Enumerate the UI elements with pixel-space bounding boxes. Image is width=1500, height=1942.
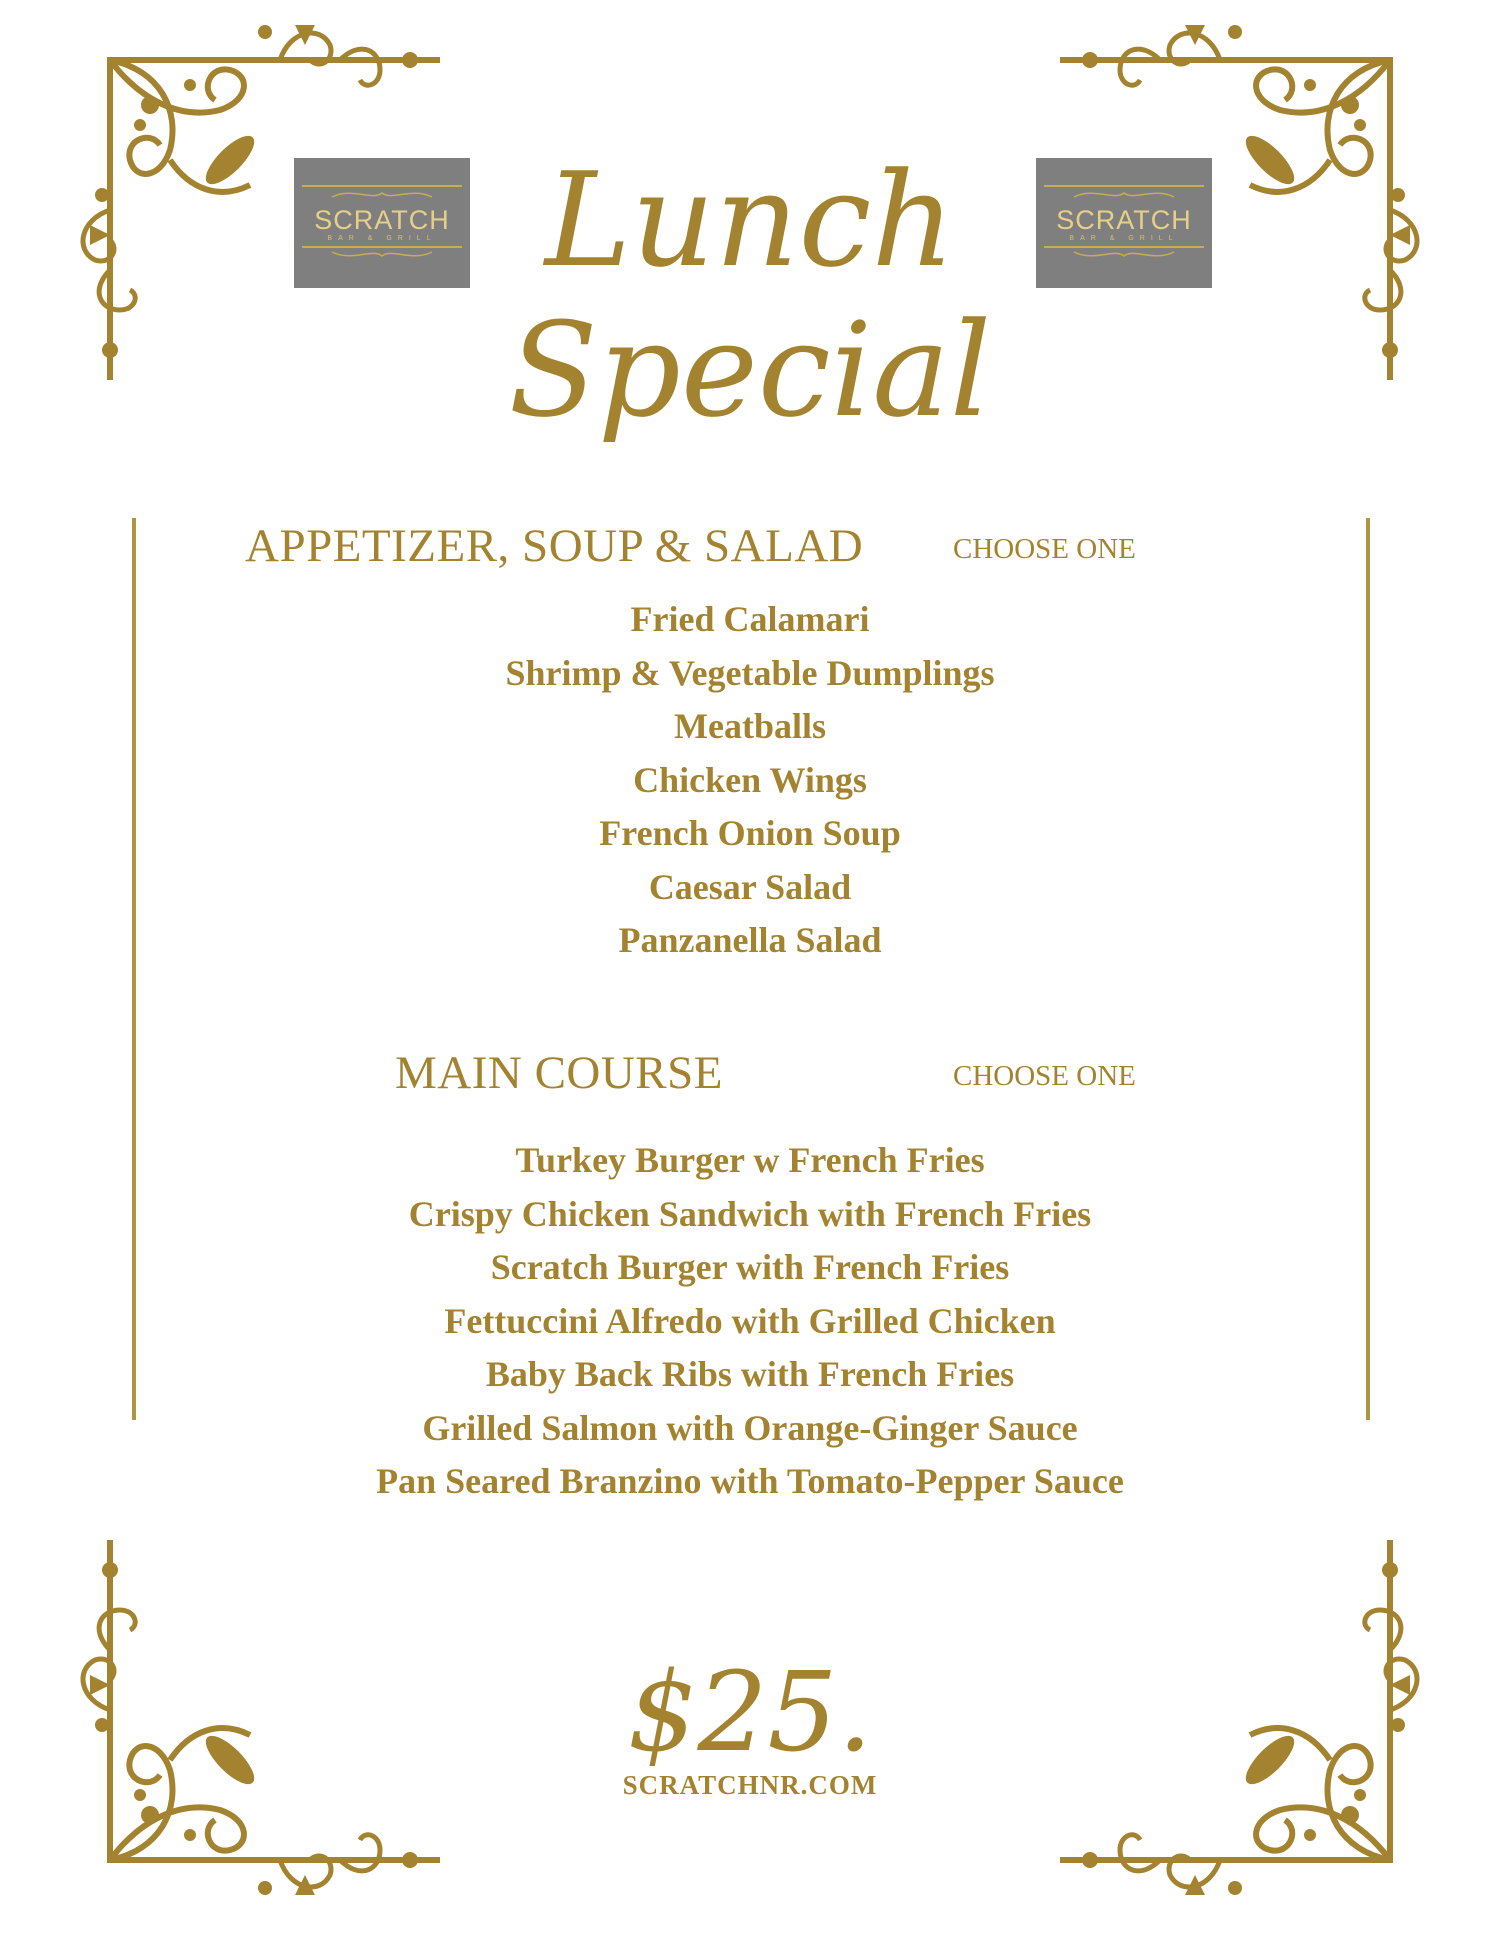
appetizer-list	[0, 593, 1500, 968]
list-item: Caesar Salad	[648, 866, 852, 907]
logo-name: SCRATCH	[314, 204, 450, 235]
logo-name: SCRATCH	[1056, 204, 1192, 235]
choose-one-note-main: CHOOSE ONE	[953, 1060, 1136, 1092]
price: $25.	[627, 1648, 873, 1776]
list-item: Scratch Burger with French Fries	[490, 1247, 1010, 1287]
logo-subtitle: BAR & GRILL	[1069, 234, 1179, 242]
list-item: Turkey Burger w French Fries	[515, 1140, 985, 1180]
list-item: Grilled Salmon with Orange-Ginger Sauce	[422, 1407, 1078, 1448]
main-course-list	[0, 1134, 1500, 1509]
list-item: Panzanella Salad	[618, 920, 882, 960]
list-item: Baby Back Ribs with French Fries	[485, 1354, 1015, 1394]
list-item: Shrimp & Vegetable Dumplings	[505, 652, 995, 693]
list-item: Fried Calamari	[630, 599, 870, 639]
section-heading-appetizers: APPETIZER, SOUP & SALAD	[245, 520, 864, 572]
list-item: Chicken Wings	[633, 759, 867, 800]
choose-one-note-appetizers: CHOOSE ONE	[953, 533, 1136, 565]
list-item: French Onion Soup	[599, 813, 901, 853]
list-item: Meatballs	[674, 706, 826, 746]
list-item: Crispy Chicken Sandwich with French Fries	[408, 1193, 1092, 1234]
website-link[interactable]: SCRATCHNR.COM	[622, 1770, 878, 1800]
logo-subtitle: BAR & GRILL	[327, 234, 437, 242]
title-line-lunch: Lunch	[544, 144, 956, 296]
title-line-special: Special	[508, 294, 992, 446]
list-item: Fettuccini Alfredo with Grilled Chicken	[444, 1300, 1056, 1341]
list-item: Pan Seared Branzino with Tomato-Pepper Sauce	[376, 1461, 1124, 1501]
section-heading-main-course: MAIN COURSE	[395, 1047, 724, 1099]
